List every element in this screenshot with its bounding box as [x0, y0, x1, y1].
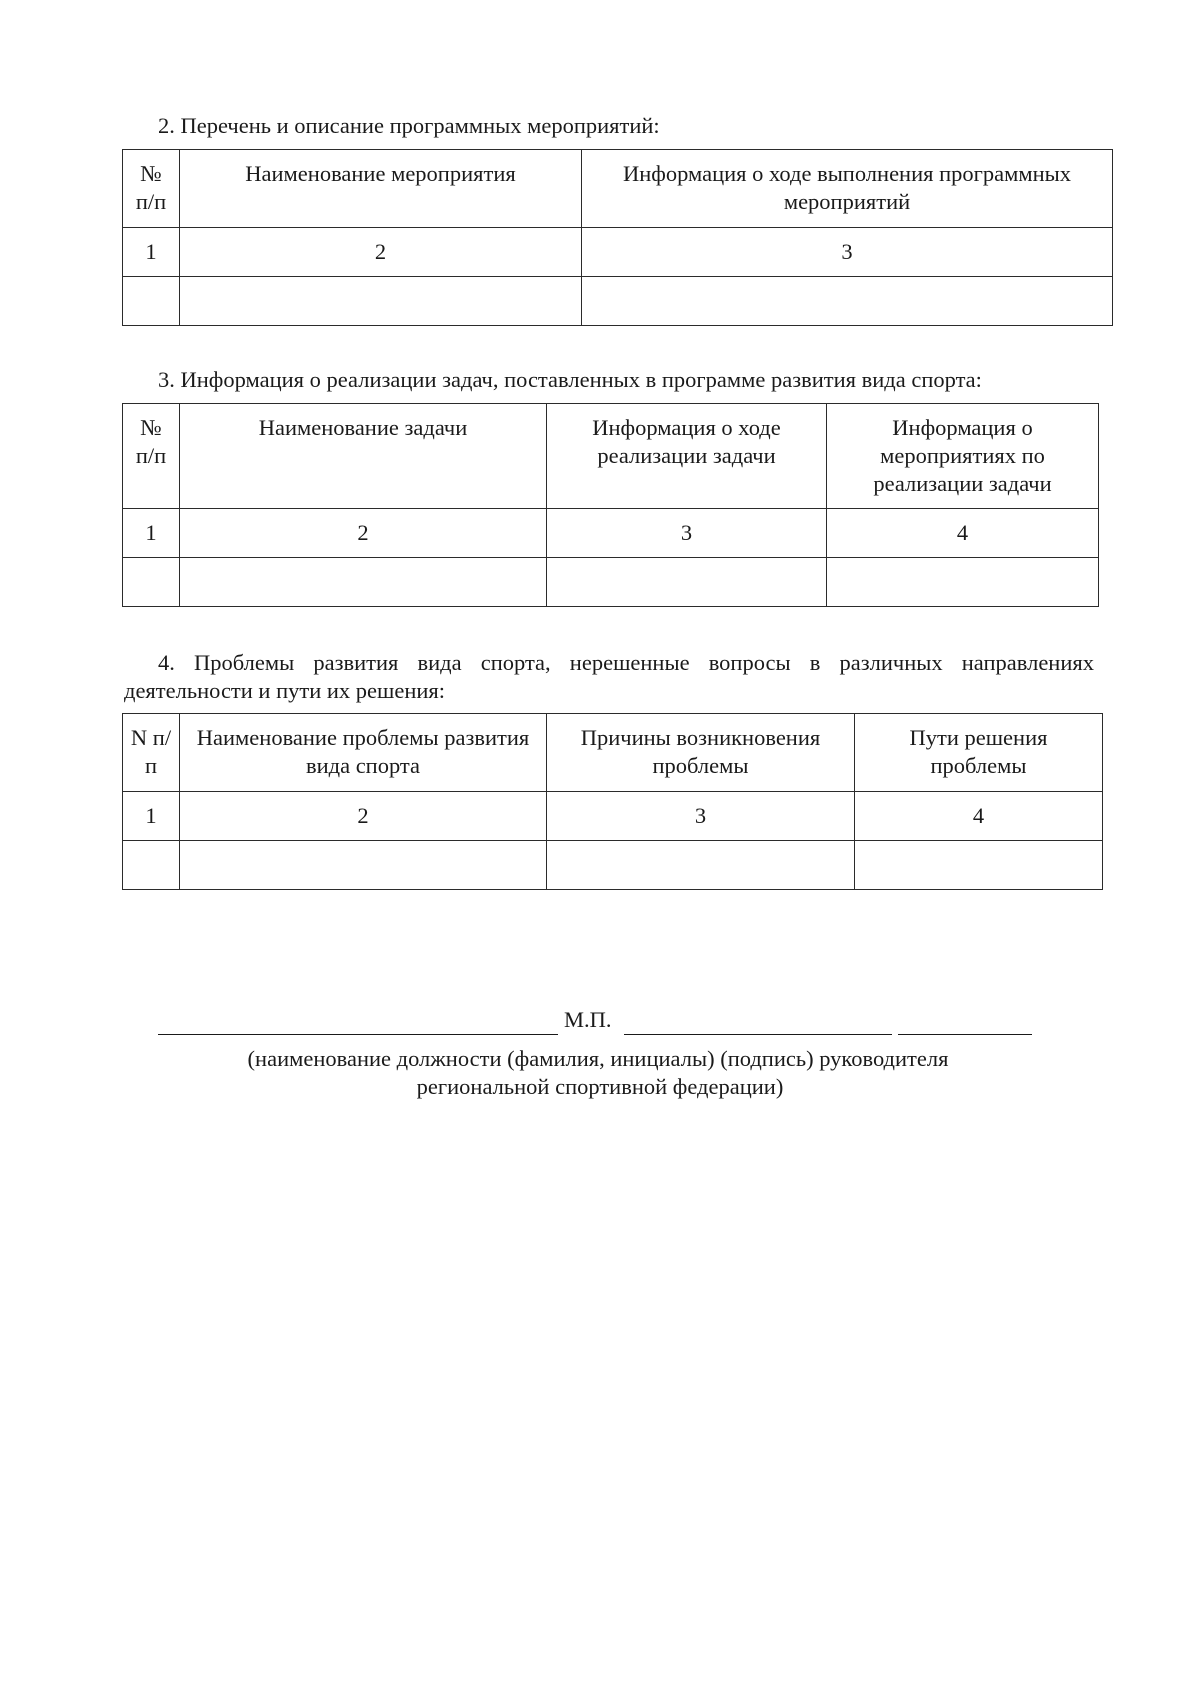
stamp-label: М.П.: [564, 1007, 612, 1032]
table-row: [123, 228, 1113, 277]
header-event-name: Наименование мероприятия: [180, 150, 582, 228]
header-task-name: Наименование задачи: [180, 404, 547, 509]
empty-cell: [180, 841, 547, 890]
header-number: № п/п: [123, 150, 180, 228]
section2-heading: 2. Перечень и описание программных мероприятий:: [158, 113, 660, 138]
position-signature-line: [158, 1034, 558, 1035]
table-row: [123, 277, 1113, 326]
table-row: [123, 509, 1099, 558]
section4-table: [122, 713, 1103, 890]
column-number-cell: 3: [547, 509, 827, 558]
header-problem-causes: Причины возникновения проблемы: [547, 714, 855, 792]
column-number-cell: 3: [547, 792, 855, 841]
column-number-cell: 1: [123, 509, 180, 558]
table-header-row: [123, 150, 1113, 228]
empty-cell: [547, 841, 855, 890]
header-problem-name: Наименование проблемы развития вида спорта: [180, 714, 547, 792]
column-number-cell: 1: [123, 228, 180, 277]
column-number-cell: 3: [582, 228, 1113, 277]
empty-cell: [855, 841, 1103, 890]
column-number-cell: 1: [123, 792, 180, 841]
section2-table: [122, 149, 1113, 326]
table-row: [123, 558, 1099, 607]
signature-caption-line2: региональной спортивной федерации): [416, 1074, 784, 1099]
header-solutions: Пути решения проблемы: [855, 714, 1103, 792]
header-task-events: Информация о мероприятиях по реализации задачи: [827, 404, 1099, 509]
empty-cell: [123, 841, 180, 890]
empty-cell: [827, 558, 1099, 607]
header-progress-info: Информация о ходе выполнения программных мероприятий: [582, 150, 1113, 228]
table-row: [123, 792, 1103, 841]
empty-cell: [180, 277, 582, 326]
empty-cell: [123, 558, 180, 607]
table-header-row: [123, 404, 1099, 509]
column-number-cell: 4: [827, 509, 1099, 558]
signature-caption-line1: (наименование должности (фамилия, инициалы) (подпись) руководителя: [247, 1046, 949, 1071]
header-number: N п/п: [123, 714, 180, 792]
empty-cell: [180, 558, 547, 607]
section4-heading: 4. Проблемы развития вида спорта, нерешенные вопросы в различных направлениях деятельности и пути их решения:: [124, 650, 1094, 703]
empty-cell: [123, 277, 180, 326]
column-number-cell: 2: [180, 228, 582, 277]
empty-cell: [547, 558, 827, 607]
header-number: № п/п: [123, 404, 180, 509]
name-signature-line: [624, 1034, 892, 1035]
table-header-row: [123, 714, 1103, 792]
section3-table: [122, 403, 1099, 607]
signature-line: [898, 1034, 1032, 1035]
empty-cell: [582, 277, 1113, 326]
table-row: [123, 841, 1103, 890]
column-number-cell: 4: [855, 792, 1103, 841]
column-number-cell: 2: [180, 792, 547, 841]
header-task-progress: Информация о ходе реализации задачи: [547, 404, 827, 509]
column-number-cell: 2: [180, 509, 547, 558]
section3-heading: 3. Информация о реализации задач, поставленных в программе развития вида спорта:: [158, 367, 982, 392]
